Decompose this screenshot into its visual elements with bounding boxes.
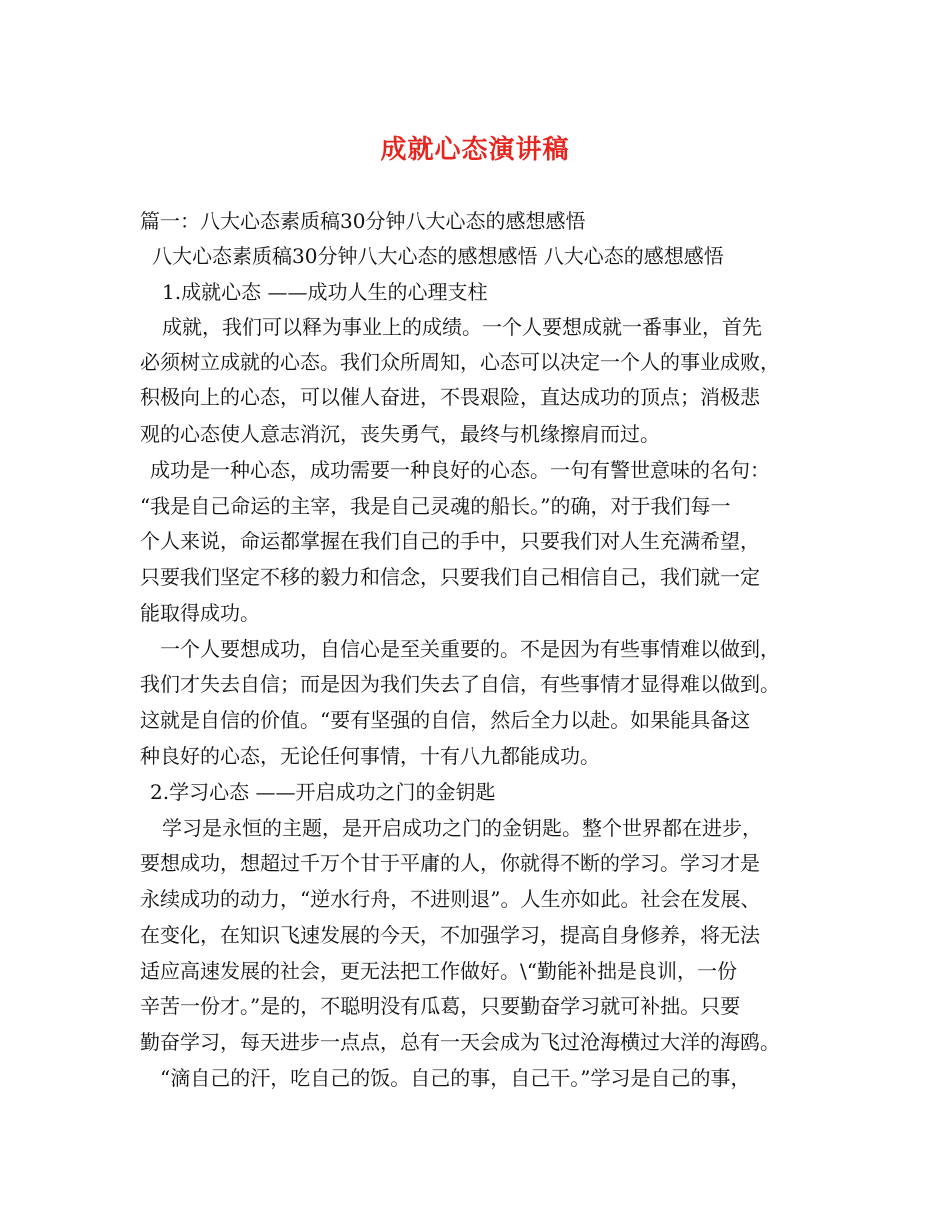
text-line: 勤奋学习，每天进步一点点，总有一天会成为飞过沧海横过大洋的海鸥。 <box>140 1030 780 1054</box>
text-line: 成功是一种心态，成功需要一种良好的心态。一句有警世意味的名句： <box>150 458 770 482</box>
text-line: 一个人要想成功，自信心是至关重要的。不是因为有些事情难以做到， <box>160 637 780 661</box>
text-line: 只要我们坚定不移的毅力和信念，只要我们自己相信自己，我们就一定 <box>140 565 760 589</box>
text-line: 辛苦一份才。”是的，不聪明没有瓜葛，只要勤奋学习就可补拙。只要 <box>140 994 741 1018</box>
text-line: 在变化，在知识飞速发展的今天，不加强学习，提高自身修养，将无法 <box>140 923 760 947</box>
text-line: “滴自己的汗，吃自己的饭。自己的事，自己干。”学习是自己的事， <box>160 1066 751 1090</box>
text-line: 适应高速发展的社会，更无法把工作做好。\“勤能补拙是良训，一份 <box>140 959 737 983</box>
text-line: 篇一：八大心态素质稿30分钟八大心态的感想感悟 <box>140 209 586 233</box>
text-line: 我们才失去自信；而是因为我们失去了自信，有些事情才显得难以做到。 <box>140 672 780 696</box>
text-line: 能取得成功。 <box>140 601 260 625</box>
text-line: 种良好的心态，无论任何事情，十有八九都能成功。 <box>140 744 600 768</box>
text-line: 学习是永恒的主题，是开启成功之门的金钥匙。整个世界都在进步， <box>162 816 762 840</box>
text-line: 永续成功的动力，“逆水行舟，不进则退”。人生亦如此。社会在发展、 <box>140 887 761 911</box>
text-line: 个人来说，命运都掌握在我们自己的手中，只要我们对人生充满希望， <box>140 529 760 553</box>
text-line: 2.学习心态 ——开启成功之门的金钥匙 <box>150 780 496 804</box>
document-title: 成就心态演讲稿 <box>380 135 570 165</box>
text-line: 成就，我们可以释为事业上的成绩。一个人要想成就一番事业，首先 <box>162 315 762 339</box>
text-line: 八大心态素质稿30分钟八大心态的感想感悟 八大心态的感想感悟 <box>152 244 724 268</box>
text-line: 必须树立成就的心态。我们众所周知，心态可以决定一个人的事业成败， <box>140 350 780 374</box>
text-line: 积极向上的心态，可以催人奋进，不畏艰险，直达成功的顶点；消极悲 <box>140 385 760 409</box>
text-line: 1.成就心态 ——成功人生的心理支柱 <box>162 280 488 304</box>
text-line: “我是自己命运的主宰，我是自己灵魂的船长。”的确，对于我们每一 <box>140 494 731 518</box>
text-line: 要想成功，想超过千万个甘于平庸的人，你就得不断的学习。学习才是 <box>140 851 760 875</box>
text-line: 观的心态使人意志消沉，丧失勇气，最终与机缘擦肩而过。 <box>140 422 660 446</box>
text-line: 这就是自信的价值。“要有坚强的自信，然后全力以赴。如果能具备这 <box>140 708 751 732</box>
